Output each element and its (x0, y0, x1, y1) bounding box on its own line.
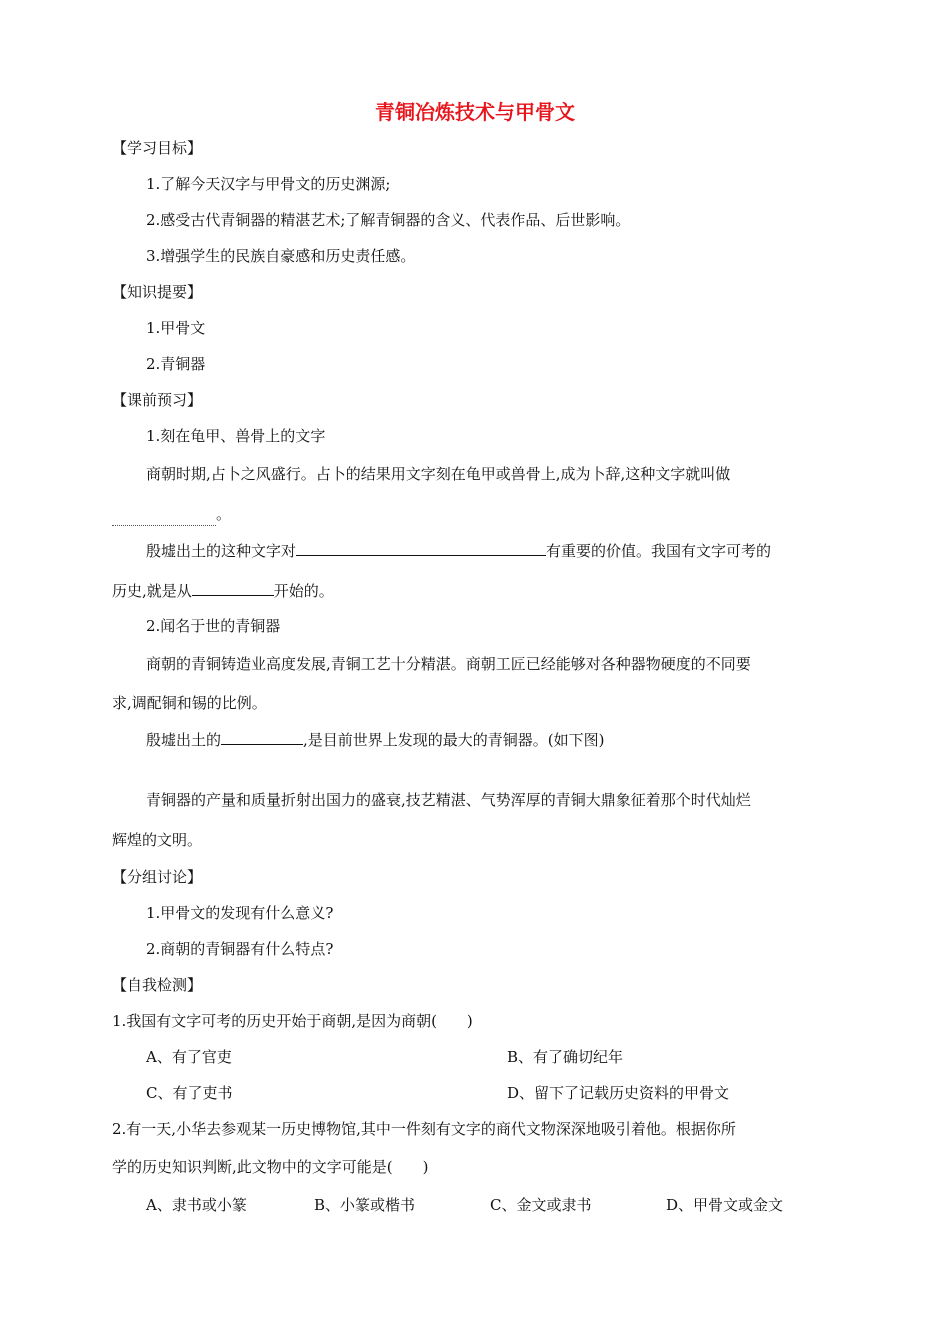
fill-blank-2[interactable] (296, 539, 546, 556)
question-2-line2: 学的历史知识判断,此文物中的文字可能是( ) (112, 1158, 429, 1176)
fill-blank-1[interactable] (112, 503, 216, 526)
text-segment: 殷墟出土的 (146, 731, 222, 749)
discussion-item-2: 2.商朝的青铜器有什么特点? (146, 940, 334, 958)
text-segment: ,是目前世界上发现的最大的青铜器。(如下图) (303, 731, 605, 749)
section-heading-goals: 【学习目标】 (112, 139, 203, 157)
question-2-option-a[interactable]: A、隶书或小篆 (146, 1196, 247, 1214)
question-1-option-d[interactable]: D、留下了记载历史资料的甲骨文 (507, 1084, 730, 1102)
section-heading-discussion: 【分组讨论】 (112, 868, 203, 886)
preview-paragraph-civilization-line1: 青铜器的产量和质量折射出国力的盛衰,技艺精湛、气势浑厚的青铜大鼎象征着那个时代灿烂 (146, 791, 751, 809)
text-segment: 有重要的价值。我国有文字可考的 (546, 542, 772, 560)
question-1-option-c[interactable]: C、有了吏书 (146, 1084, 233, 1102)
question-1: 1.我国有文字可考的历史开始于商朝,是因为商朝( ) (112, 1012, 473, 1030)
goal-item-2: 2.感受古代青铜器的精湛艺术;了解青铜器的含义、代表作品、后世影响。 (146, 211, 631, 229)
question-1-option-b[interactable]: B、有了确切纪年 (507, 1048, 624, 1066)
text-segment: 殷墟出土的这种文字对 (146, 542, 297, 560)
preview-paragraph-oracle-line2 (112, 503, 231, 526)
knowledge-item-1: 1.甲骨文 (146, 319, 206, 337)
knowledge-item-2: 2.青铜器 (146, 355, 206, 373)
section-heading-selftest: 【自我检测】 (112, 976, 203, 994)
question-2-option-d[interactable]: D、甲骨文或金文 (666, 1196, 784, 1214)
fill-blank-4[interactable] (221, 728, 303, 745)
line-end-period: 。 (216, 505, 232, 523)
section-heading-preview: 【课前预习】 (112, 391, 203, 409)
question-2-line1: 2.有一天,小华去参观某一历史博物馆,其中一件刻有文字的商代文物深深地吸引着他。根据你所 (112, 1120, 736, 1138)
section-heading-knowledge: 【知识提要】 (112, 283, 203, 301)
fill-blank-3[interactable] (192, 579, 274, 596)
discussion-item-1: 1.甲骨文的发现有什么意义? (146, 904, 334, 922)
preview-paragraph-bronze-line2: 求,调配铜和锡的比例。 (112, 694, 267, 712)
preview-subtitle-oracle: 1.刻在龟甲、兽骨上的文字 (146, 427, 326, 445)
preview-paragraph-value-line2 (112, 579, 334, 602)
preview-subtitle-bronze: 2.闻名于世的青铜器 (146, 617, 281, 635)
preview-paragraph-value-line1 (146, 539, 771, 562)
preview-paragraph-bronze-line1: 商朝的青铜铸造业高度发展,青铜工艺十分精湛。商朝工匠已经能够对各种器物硬度的不同要 (146, 655, 751, 673)
preview-paragraph-civilization-line2: 辉煌的文明。 (112, 831, 203, 849)
text-segment: 历史,就是从 (112, 582, 192, 600)
preview-paragraph-oracle-line1: 商朝时期,占卜之风盛行。占卜的结果用文字刻在龟甲或兽骨上,成为卜辞,这种文字就叫做 (146, 465, 731, 483)
question-1-option-a[interactable]: A、有了官吏 (146, 1048, 232, 1066)
goal-item-3: 3.增强学生的民族自豪感和历史责任感。 (146, 247, 416, 265)
goal-item-1: 1.了解今天汉字与甲骨文的历史渊源; (146, 175, 391, 193)
question-2-option-b[interactable]: B、小篆或楷书 (314, 1196, 416, 1214)
text-segment: 开始的。 (273, 582, 334, 600)
question-2-option-c[interactable]: C、金文或隶书 (490, 1196, 592, 1214)
preview-paragraph-ding (146, 728, 605, 751)
page-title: 青铜冶炼技术与甲骨文 (375, 100, 575, 124)
